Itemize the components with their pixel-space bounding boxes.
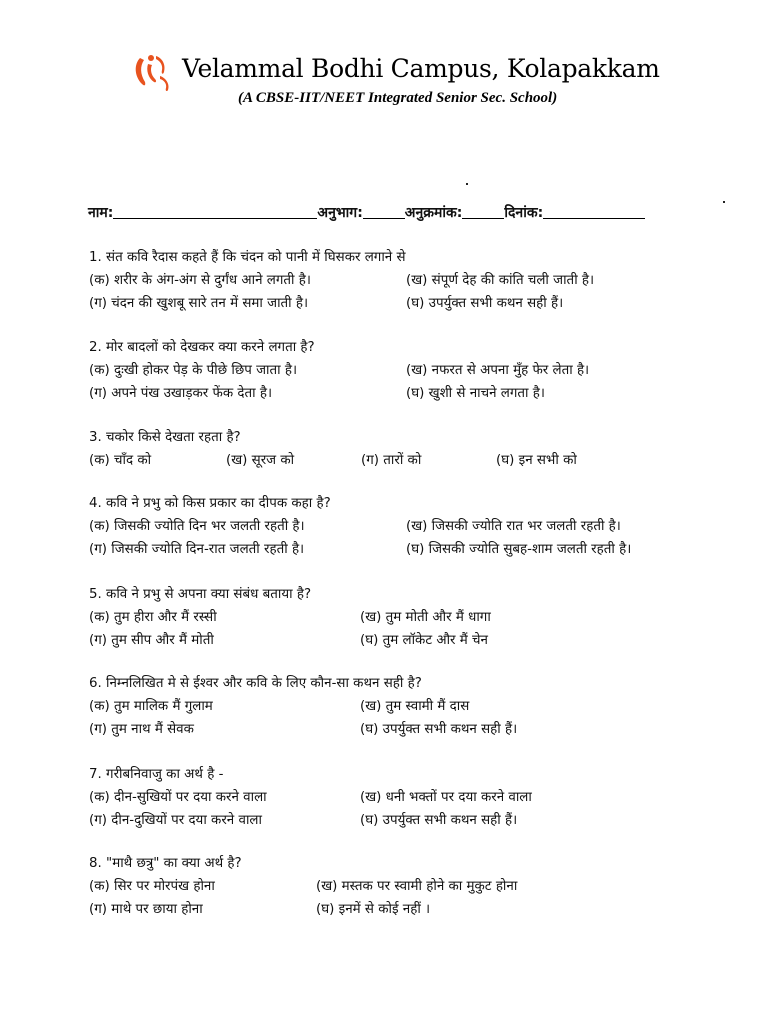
option-kha[interactable]: (ख) संपूर्ण देह की कांति चली जाती है। <box>406 273 595 288</box>
option-kha[interactable]: (ख) सूरज को <box>226 453 295 468</box>
question-text: 8. "माथै छत्रु" का क्या अर्थ है? <box>89 856 242 871</box>
option-gha[interactable]: (घ) जिसकी ज्योति सुबह-शाम जलती रहती है। <box>406 542 632 557</box>
option-ka[interactable]: (क) चाँद को <box>89 453 152 468</box>
question-7 <box>89 763 532 832</box>
date-label: दिनांक: <box>504 205 544 221</box>
option-ka[interactable]: (क) दुःखी होकर पेड़ के पीछे छिप जाता है। <box>89 363 298 378</box>
option-ga[interactable]: (ग) तारों को <box>361 453 422 468</box>
question-1 <box>89 246 595 315</box>
question-6 <box>89 672 518 741</box>
question-text: 7. गरीबनिवाजु का अर्थ है - <box>89 767 224 782</box>
option-gha[interactable]: (घ) इन सभी को <box>496 453 577 468</box>
question-text: 2. मोर बादलों को देखकर क्या करने लगता है? <box>89 340 315 355</box>
speck <box>466 183 468 185</box>
option-ga[interactable]: (ग) अपने पंख उखाड़कर फेंक देता है। <box>89 386 273 401</box>
question-text: 4. कवि ने प्रभु को किस प्रकार का दीपक कहा है? <box>89 496 331 511</box>
question-8 <box>89 852 518 921</box>
option-ga[interactable]: (ग) माथे पर छाया होना <box>89 902 203 917</box>
speck <box>723 201 725 203</box>
question-text: 1. संत कवि रैदास कहते हैं कि चंदन को पानी में घिसकर लगाने से <box>89 250 406 265</box>
option-gha[interactable]: (घ) उपर्युक्त सभी कथन सही हैं। <box>360 813 518 828</box>
option-ga[interactable]: (ग) तुम नाथ मैं सेवक <box>89 722 194 737</box>
section-label: अनुभाग: <box>317 205 363 221</box>
option-ga[interactable]: (ग) जिसकी ज्योति दिन-रात जलती रहती है। <box>89 542 305 557</box>
option-gha[interactable]: (घ) तुम लॉकेट और मैं चेन <box>360 633 488 648</box>
question-text: 5. कवि ने प्रभु से अपना क्या संबंध बताया है? <box>89 587 312 602</box>
option-kha[interactable]: (ख) नफरत से अपना मुँह फेर लेता है। <box>406 363 590 378</box>
option-ka[interactable]: (क) तुम मालिक मैं गुलाम <box>89 699 213 714</box>
date-blank[interactable] <box>543 204 645 219</box>
option-ka[interactable]: (क) दीन-सुखियों पर दया करने वाला <box>89 790 267 805</box>
option-kha[interactable]: (ख) तुम स्वामी मैं दास <box>360 699 470 714</box>
school-logo-icon <box>130 50 176 96</box>
question-text: 6. निम्नलिखित मे से ईश्वर और कवि के लिए कौन-सा कथन सही है? <box>89 676 422 691</box>
option-ka[interactable]: (क) शरीर के अंग-अंग से दुर्गंध आने लगती है। <box>89 273 311 288</box>
roll-blank[interactable] <box>462 204 504 219</box>
question-3 <box>89 426 577 472</box>
name-blank[interactable] <box>113 204 317 219</box>
option-ka[interactable]: (क) तुम हीरा और मैं रस्सी <box>89 610 217 625</box>
option-ga[interactable]: (ग) तुम सीप और मैं मोती <box>89 633 214 648</box>
option-kha[interactable]: (ख) मस्तक पर स्वामी होने का मुकुट होना <box>316 879 518 894</box>
option-ga[interactable]: (ग) चंदन की खुशबू सारे तन में समा जाती है। <box>89 296 309 311</box>
school-name: Velammal Bodhi Campus, Kolapakkam <box>182 54 660 83</box>
option-gha[interactable]: (घ) इनमें से कोई नहीं । <box>316 902 431 917</box>
option-kha[interactable]: (ख) तुम मोती और मैं धागा <box>360 610 491 625</box>
option-ka[interactable]: (क) जिसकी ज्योति दिन भर जलती रहती है। <box>89 519 305 534</box>
question-text: 3. चकोर किसे देखता रहता है? <box>89 430 241 445</box>
question-2 <box>89 336 590 405</box>
option-gha[interactable]: (घ) खुशी से नाचने लगता है। <box>406 386 545 401</box>
option-ga[interactable]: (ग) दीन-दुखियों पर दया करने वाला <box>89 813 262 828</box>
option-gha[interactable]: (घ) उपर्युक्त सभी कथन सही हैं। <box>360 722 518 737</box>
roll-label: अनुक्रमांक: <box>404 205 463 221</box>
option-gha[interactable]: (घ) उपर्युक्त सभी कथन सही हैं। <box>406 296 564 311</box>
school-subtitle: (A CBSE-IIT/NEET Integrated Senior Sec. School) <box>238 90 558 106</box>
student-info-line <box>88 203 645 222</box>
option-kha[interactable]: (ख) धनी भक्तों पर दया करने वाला <box>360 790 532 805</box>
name-label: नाम: <box>88 205 114 221</box>
section-blank[interactable] <box>363 204 405 219</box>
option-kha[interactable]: (ख) जिसकी ज्योति रात भर जलती रहती है। <box>406 519 621 534</box>
question-5 <box>89 583 491 652</box>
option-ka[interactable]: (क) सिर पर मोरपंख होना <box>89 879 215 894</box>
school-header <box>130 44 690 116</box>
question-4 <box>89 492 632 561</box>
